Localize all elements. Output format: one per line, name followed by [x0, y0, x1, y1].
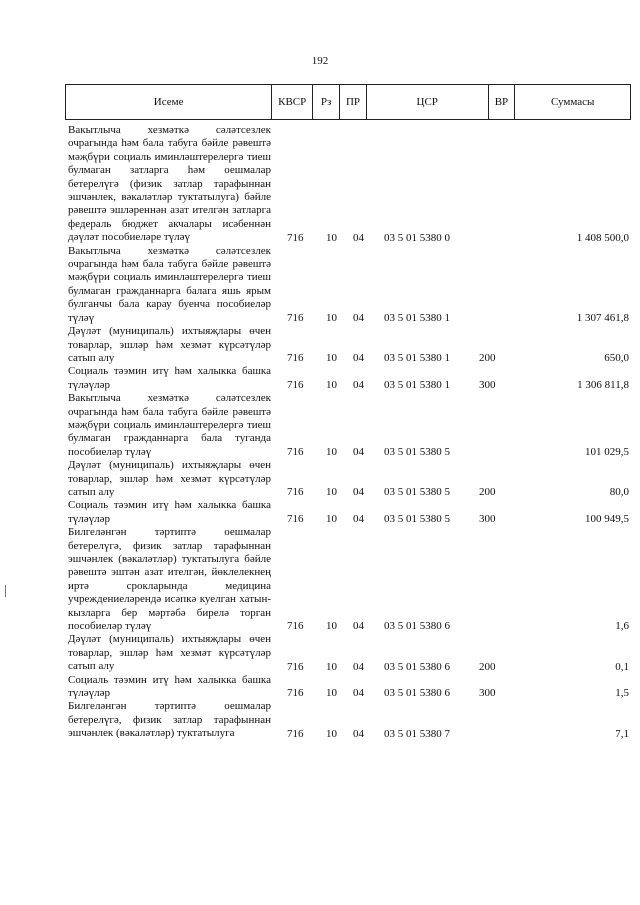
table-header [65, 84, 631, 120]
row-sum: 1,5 [615, 687, 629, 700]
table-row [68, 633, 631, 673]
row-rz: 10 [326, 687, 337, 700]
row-kvsr: 716 [287, 513, 304, 526]
row-values [68, 660, 631, 674]
row-kvsr: 716 [287, 620, 304, 633]
table-body [68, 124, 631, 741]
row-name: Социаль тәэмин итү һәм халыкка башка түләүләр [68, 673, 271, 700]
row-values [68, 485, 631, 499]
row-sum: 1 306 811,8 [577, 379, 629, 392]
row-rz: 10 [326, 231, 337, 244]
row-pr: 04 [353, 352, 364, 365]
row-pr: 04 [353, 687, 364, 700]
row-kvsr: 716 [287, 352, 304, 365]
row-pr: 04 [353, 486, 364, 499]
row-name: Социаль тәэмин итү һәм халыкка башка түләүләр [68, 365, 271, 391]
row-vr: 200 [479, 486, 496, 499]
row-csr: 03 5 01 5380 1 [384, 352, 450, 365]
row-name: Билгеләнгән тәртиптә оешмалар бетерелүгә, физик затлар тарафыннан эшчәнлек (вәкаләтләр) туктатылуга [68, 700, 271, 740]
row-rz: 10 [326, 446, 337, 459]
row-rz: 10 [326, 660, 337, 673]
row-name: Дәүләт (муниципаль) ихтыяҗлары өчен товарлар, эшләр һәм хезмәт күрсәтүләр сатып алу [68, 325, 271, 364]
row-vr: 300 [479, 513, 496, 526]
row-kvsr: 716 [287, 446, 304, 459]
row-csr: 03 5 01 5380 5 [384, 513, 450, 526]
row-csr: 03 5 01 5380 0 [384, 231, 450, 244]
row-values [68, 378, 631, 392]
row-kvsr: 716 [287, 687, 304, 700]
row-values [68, 351, 631, 365]
row-csr: 03 5 01 5380 7 [384, 727, 450, 740]
row-values [68, 619, 631, 633]
table-row [68, 365, 631, 392]
row-name: Вакытлыча хезмәткә сәләтсезлек очрагында һәм бала табуга бәйле рәвештә мәҗбүри социаль иминләштерелергә тиеш булмаган гражданнарга балага яшь ярым булганчы бала карау буенча пособиеләр түләү [68, 244, 271, 324]
row-values [68, 512, 631, 526]
row-csr: 03 5 01 5380 1 [384, 312, 450, 325]
row-kvsr: 716 [287, 727, 304, 740]
row-csr: 03 5 01 5380 1 [384, 379, 450, 392]
row-kvsr: 716 [287, 660, 304, 673]
page-number: 192 [311, 55, 329, 67]
row-csr: 03 5 01 5380 6 [384, 620, 450, 633]
table-row [68, 700, 631, 740]
header-kvsr: КВСР [272, 85, 313, 119]
header-vr: ВР [489, 85, 516, 119]
table-row [68, 499, 631, 526]
row-pr: 04 [353, 231, 364, 244]
row-pr: 04 [353, 446, 364, 459]
row-rz: 10 [326, 513, 337, 526]
row-vr: 200 [479, 352, 496, 365]
header-pr: ПР [340, 85, 367, 119]
row-values [68, 445, 631, 459]
row-sum: 101 029,5 [585, 446, 629, 459]
row-csr: 03 5 01 5380 6 [384, 660, 450, 673]
row-values [68, 311, 631, 325]
row-values [68, 686, 631, 700]
row-rz: 10 [326, 352, 337, 365]
margin-mark [5, 585, 6, 597]
row-sum: 1,6 [615, 620, 629, 633]
header-sum: Суммасы [550, 96, 595, 108]
row-sum: 1 307 461,8 [576, 312, 629, 325]
row-pr: 04 [353, 379, 364, 392]
row-name: Вакытлыча хезмәткә сәләтсезлек очрагында һәм бала табуга бәйле рәвештә мәҗбүри социаль иминләштерелергә тиеш булмаган гражданнарга бала туганда пособиеләр түләү [68, 392, 271, 458]
row-rz: 10 [326, 486, 337, 499]
row-csr: 03 5 01 5380 5 [384, 446, 450, 459]
header-name: Исеме [66, 85, 272, 119]
table-row [68, 325, 631, 365]
header-csr: ЦСР [367, 85, 489, 119]
header-rz: Рз [313, 85, 340, 119]
row-kvsr: 716 [287, 486, 304, 499]
row-rz: 10 [326, 620, 337, 633]
row-sum: 80,0 [609, 486, 629, 499]
row-sum: 100 949,5 [585, 513, 629, 526]
table-row [68, 124, 631, 245]
row-values [68, 231, 631, 245]
row-name: Вакытлыча хезмәткә сәләтсезлек очрагында һәм бала табуга бәйле рәвештә мәҗбүри социаль иминләштерелергә тиеш булмаган затларга һәм оешмалар бетерелүгә (физик затлар тарафыннан эшчәнлек, вәкаләтләр туктатылуга) бәйле рәвештә эшләреннән азат ителгән затларга федераль бюджет акчалары исәбеннән дәүләт пособиеләре түләү [68, 124, 271, 244]
row-pr: 04 [353, 620, 364, 633]
row-name: Дәүләт (муниципаль) ихтыяҗлары өчен товарлар, эшләр һәм хезмәт күрсәтүләр сатып алу [68, 459, 271, 498]
row-pr: 04 [353, 727, 364, 740]
row-rz: 10 [326, 312, 337, 325]
row-pr: 04 [353, 513, 364, 526]
table-row [68, 392, 631, 459]
row-name: Дәүләт (муниципаль) ихтыяҗлары өчен товарлар, эшләр һәм хезмәт күрсәтүләр сатып алу [68, 633, 271, 673]
row-pr: 04 [353, 660, 364, 673]
row-kvsr: 716 [287, 379, 304, 392]
row-rz: 10 [326, 727, 337, 740]
row-name: Социаль тәэмин итү һәм халыкка башка түләүләр [68, 499, 271, 525]
row-pr: 04 [353, 312, 364, 325]
table-row [68, 526, 631, 633]
table-row [68, 459, 631, 499]
row-sum: 0,1 [615, 660, 629, 673]
row-sum: 650,0 [604, 352, 629, 365]
row-csr: 03 5 01 5380 6 [384, 687, 450, 700]
row-sum: 7,1 [615, 727, 629, 740]
row-values [68, 727, 631, 741]
row-kvsr: 716 [287, 312, 304, 325]
row-name: Билгеләнгән тәртиптә оешмалар бетерелүгә, физик затлар тарафыннан эшчәнлек (вәкаләтләр) туктатылуга бәйле рәвештә эштән азат ителгән, йөклелекнең иртә срокларында медицина учреждениеләрендә исәпкә куелган хатын-кызларга бер мәртәбә бирелә торган пособиеләр түләү [68, 526, 271, 633]
row-vr: 300 [479, 687, 496, 700]
row-vr: 300 [479, 379, 496, 392]
row-vr: 200 [479, 660, 496, 673]
table-row [68, 674, 631, 701]
row-kvsr: 716 [287, 231, 304, 244]
row-rz: 10 [326, 379, 337, 392]
row-sum: 1 408 500,0 [576, 231, 629, 244]
row-csr: 03 5 01 5380 5 [384, 486, 450, 499]
table-row [68, 245, 631, 325]
